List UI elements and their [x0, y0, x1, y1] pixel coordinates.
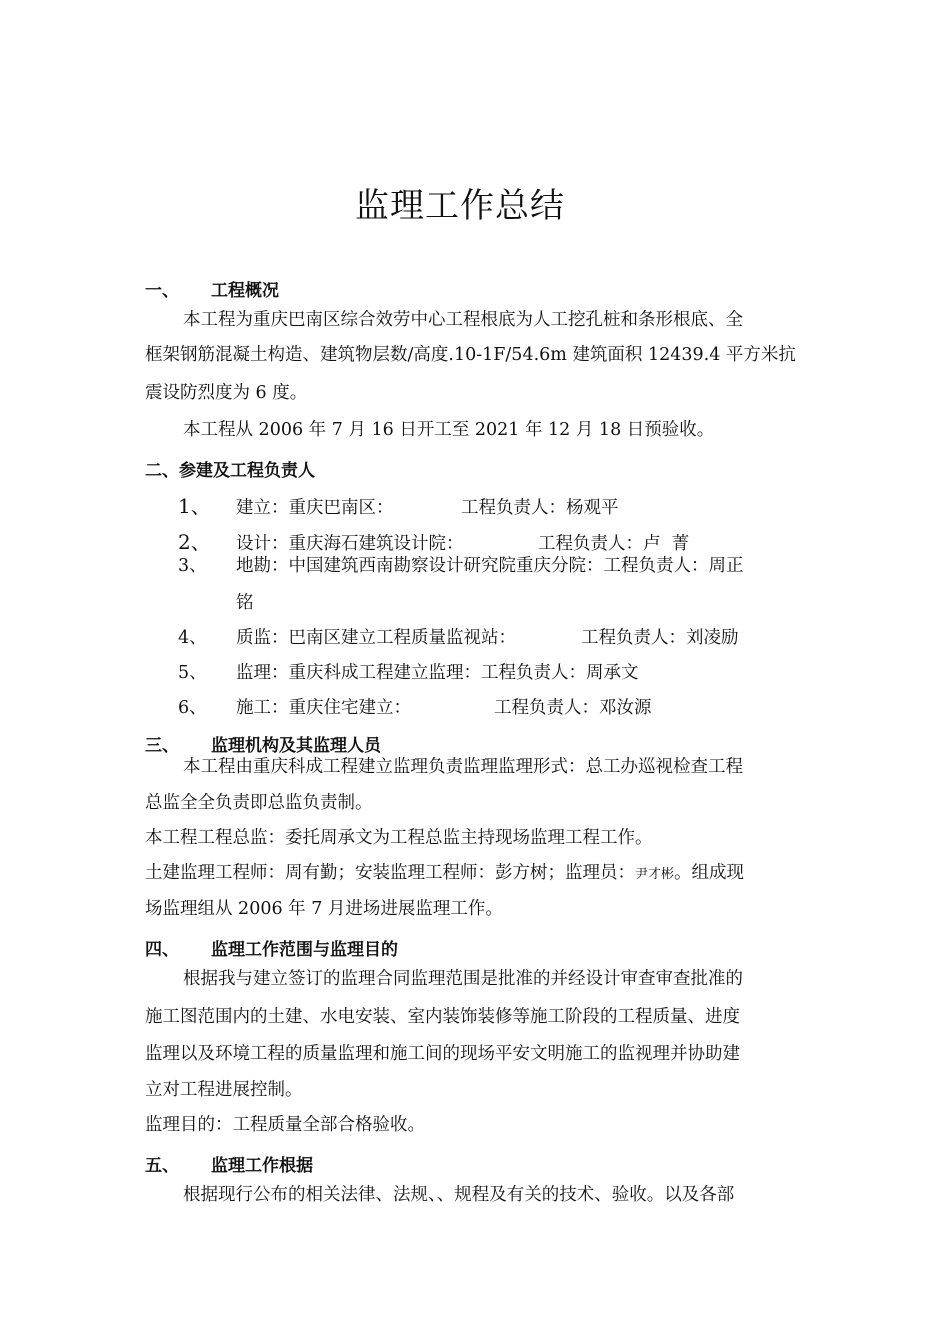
paragraph-line: 震设防烈度为 6 度。 [145, 383, 308, 403]
list-text: 施工：重庆住宅建立： [236, 698, 411, 718]
list-text: 质监：巴南区建立工程质量监视站： [236, 628, 516, 648]
list-number: 3、 [178, 556, 207, 576]
list-item [178, 526, 689, 555]
list-text: 地勘：中国建筑西南勘察设计研究院重庆分院：工程负责人：周正 [236, 556, 744, 576]
list-text: 监理：重庆科成工程建立监理：工程负责人：周承文 [236, 663, 639, 683]
list-item [178, 552, 744, 577]
paragraph-line: 立对工程进展控制。 [145, 1080, 303, 1100]
paragraph-text: 土建监理工程师：周有勤；安装监理工程师：彭方树；监理员： [145, 863, 635, 883]
list-text-continuation: 铭 [236, 593, 254, 613]
section-1-heading [145, 276, 279, 301]
paragraph-line [145, 856, 810, 892]
section-5-title: 监理工作根据 [211, 1156, 313, 1176]
paragraph-line: 监理目的：工程质量全部合格验收。 [145, 1115, 425, 1135]
paragraph-line: 根据现行公布的相关法律、法规、、规程及有关的技术、验收。以及各部 [183, 1185, 735, 1205]
paragraph-text: 。组成现 [674, 863, 745, 883]
paragraph-line: 本工程为重庆巴南区综合效劳中心工程根底为人工挖孔桩和条形根底、全 [183, 310, 743, 330]
list-responsible: 工程负责人：刘凌励 [581, 628, 739, 648]
paragraph-line: 总监全全负责即总监负责制。 [145, 793, 373, 813]
section-1-title: 工程概况 [211, 281, 279, 301]
paragraph-line: 框架钢筋混凝土构造、建筑物层数/高度.10-1F/54.6m 建筑面积 12439.4 平方米抗 [145, 345, 796, 365]
paragraph-line: 根据我与建立签订的监理合同监理范围是批准的并经设计审查审查批准的 [183, 969, 743, 989]
section-4-number: 四、 [145, 940, 179, 960]
list-number: 5、 [178, 663, 207, 683]
list-item [178, 490, 619, 519]
list-item [178, 624, 739, 649]
section-1-number: 一、 [145, 281, 179, 301]
section-5-number: 五、 [145, 1156, 179, 1176]
section-2-heading: 二、参建及工程负责人 [145, 461, 315, 481]
list-responsible: 工程负责人：卢 菁 [538, 534, 690, 554]
document-title: 监理工作总结 [355, 186, 565, 226]
list-responsible: 工程负责人：杨观平 [461, 498, 619, 518]
list-number: 2、 [178, 530, 211, 554]
list-item [178, 694, 652, 719]
section-5-heading [145, 1151, 313, 1176]
paragraph-line: 本工程工程总监：委托周承文为工程总监主持现场监理工程工作。 [145, 828, 653, 848]
paragraph-line: 监理以及环境工程的质量监理和施工间的现场平安文明施工的监视理并协助建 [145, 1044, 740, 1064]
list-item [178, 659, 639, 684]
list-number: 4、 [178, 628, 207, 648]
paragraph-line: 施工图范围内的土建、水电安装、室内装饰装修等施工阶段的工程质量、进度 [145, 1007, 740, 1027]
section-3-title: 监理机构及其监理人员 [211, 736, 381, 756]
list-responsible: 工程负责人：邓汝源 [494, 698, 652, 718]
paragraph-line: 场监理组从 2006 年 7 月进场进展监理工作。 [145, 899, 503, 919]
list-number: 1、 [178, 494, 211, 518]
section-3-number: 三、 [145, 736, 179, 756]
list-text: 设计：重庆海石建筑设计院： [236, 534, 464, 554]
list-number: 6、 [178, 698, 207, 718]
section-4-title: 监理工作范围与监理目的 [211, 940, 398, 960]
paragraph-line: 本工程由重庆科成工程建立监理负责监理监理形式：总工办巡视检查工程 [183, 757, 743, 777]
section-4-heading [145, 935, 398, 960]
list-text: 建立：重庆巴南区： [236, 498, 394, 518]
inspector-name: 尹才彬 [635, 867, 675, 882]
paragraph-line: 本工程从 2006 年 7 月 16 日开工至 2021 年 12 月 18 日预验收。 [183, 420, 715, 440]
